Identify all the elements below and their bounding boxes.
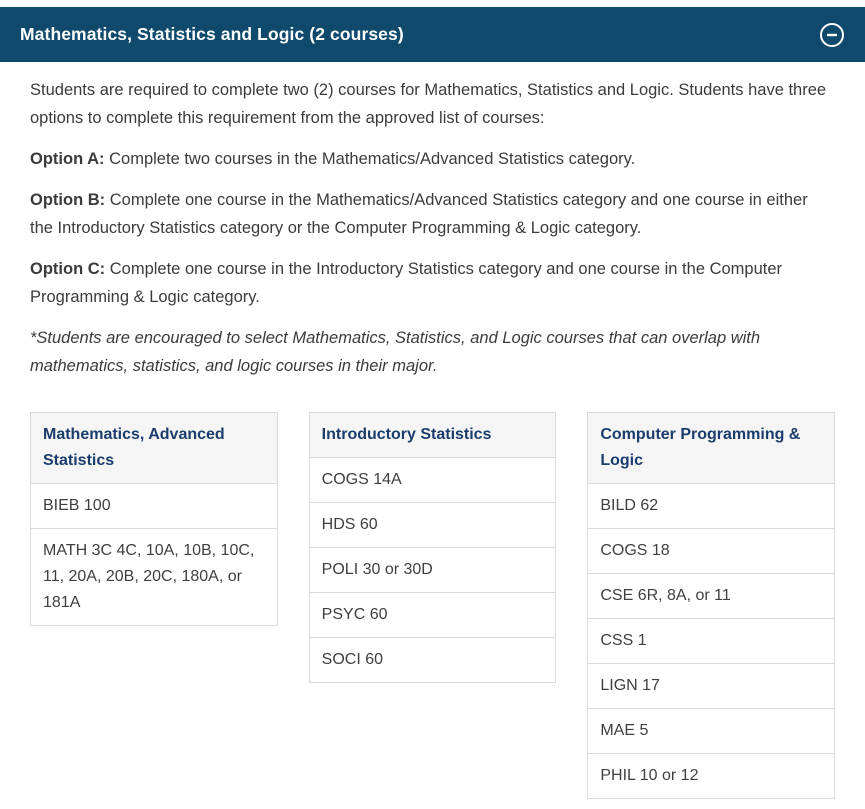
course-cell: SOCI 60 [321, 651, 384, 668]
course-tables-row [30, 412, 835, 799]
course-cell: CSS 1 [588, 619, 835, 664]
course-cell: COGS 18 [588, 529, 835, 574]
accordion-content [0, 62, 865, 799]
course-cell: PSYC 60 [309, 593, 556, 638]
lead-paragraph: Students are required to complete two (2) courses for Mathematics, Statistics and Logic. Students have three options to complete this requirement from the approved list of courses: [30, 81, 827, 127]
course-cell: BIEB 100 [31, 484, 278, 529]
accordion-header[interactable] [0, 7, 865, 62]
option-b-paragraph [30, 186, 835, 242]
note-paragraph: *Students are encouraged to select Mathematics, Statistics, and Logic courses that can overlap with mathematics, statistics, and logic courses in their major. [30, 329, 761, 375]
course-cell: HDS 60 [309, 503, 556, 548]
introductory-statistics-table [309, 412, 557, 683]
table-title: Introductory Statistics [309, 413, 556, 458]
computer-programming-logic-table [587, 412, 835, 799]
option-b-text: Complete one course in the Mathematics/Advanced Statistics category and one course in either the Introductory Statistics category or the Computer Programming & Logic category. [30, 191, 808, 237]
table-row [588, 529, 835, 574]
course-cell: LIGN 17 [588, 664, 835, 709]
table-row [588, 484, 835, 529]
course-cell: POLI 30 or 30D [309, 548, 556, 593]
option-c-paragraph [30, 255, 835, 311]
table-row [31, 529, 278, 626]
course-cell: BILD 62 [588, 484, 835, 529]
option-c-text: Complete one course in the Introductory Statistics category and one course in the Computer Programming & Logic category. [30, 260, 783, 306]
table-row [588, 754, 835, 799]
table-row [588, 709, 835, 754]
table-row [309, 548, 556, 593]
option-a-paragraph [30, 145, 835, 173]
table-row [309, 503, 556, 548]
course-cell: CSE 6R, 8A, or 11 [588, 574, 835, 619]
table-title: Mathematics, Advanced Statistics [31, 413, 278, 484]
table-row [309, 458, 556, 503]
course-cell: COGS 14A [309, 458, 556, 503]
option-a-label: Option A: [30, 150, 105, 168]
course-cell: MAE 5 [588, 709, 835, 754]
table-header-row [588, 413, 835, 484]
table-header-row [309, 413, 556, 458]
table-row [588, 574, 835, 619]
table-row [588, 619, 835, 664]
table-row [309, 638, 556, 683]
table-header-row [31, 413, 278, 484]
course-cell: MATH 3C 4C, 10A, 10B, 10C, 11, 20A, 20B, 20C, 180A, or 181A [43, 542, 255, 611]
accordion-title: Mathematics, Statistics and Logic (2 courses) [20, 24, 404, 44]
course-cell: PHIL 10 or 12 [600, 767, 699, 784]
table-title: Computer Programming & Logic [588, 413, 835, 484]
minus-circle-icon[interactable] [819, 22, 845, 48]
table-row [309, 593, 556, 638]
table-row [31, 484, 278, 529]
math-advanced-statistics-table [30, 412, 278, 626]
option-a-text: Complete two courses in the Mathematics/Advanced Statistics category. [104, 150, 636, 168]
option-b-label: Option B: [30, 191, 106, 209]
option-c-label: Option C: [30, 260, 106, 278]
table-row [588, 664, 835, 709]
